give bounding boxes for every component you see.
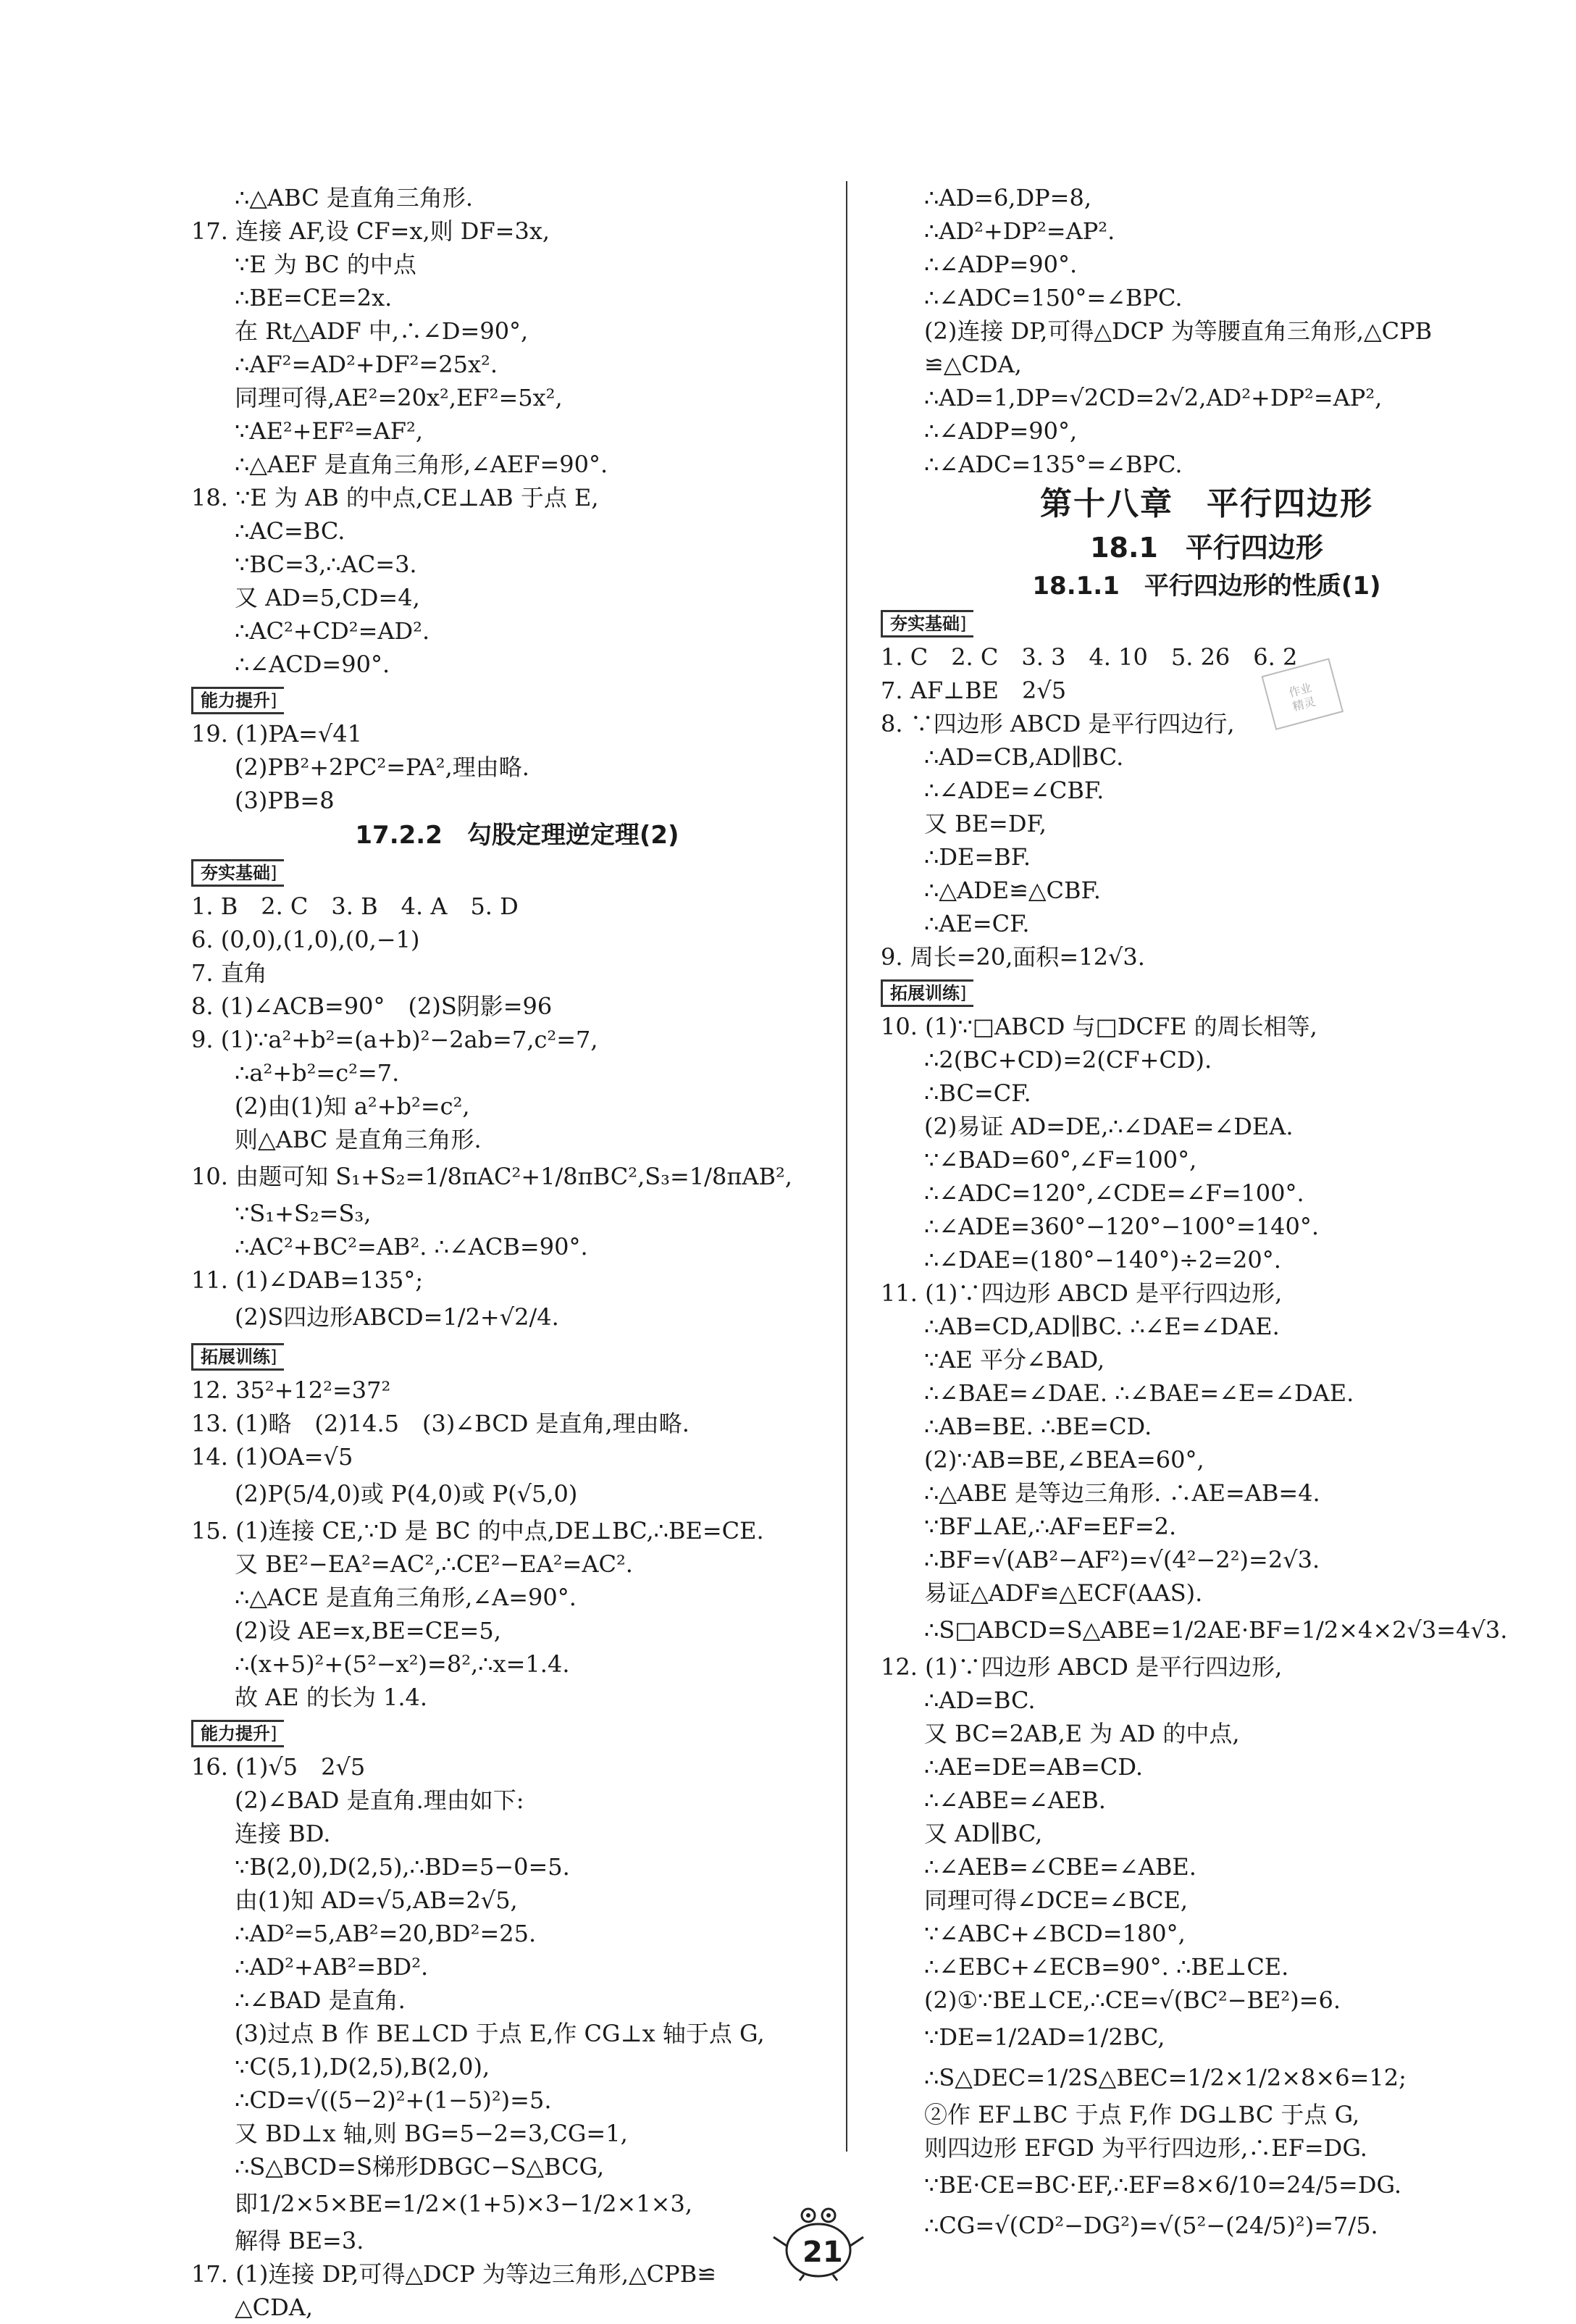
right-answer-line: ∴AE=CF. xyxy=(924,910,1030,937)
right-answer-line: ∴∠DAE=(180°−140°)÷2=20°. xyxy=(924,1246,1281,1274)
right-answer-line: 易证△ADF≌△ECF(AAS). xyxy=(924,1579,1203,1607)
left-answer-line: (2)设 AE=x,BE=CE=5, xyxy=(235,1617,501,1644)
watermark-stamp xyxy=(1260,648,1347,735)
left-answer-line: ∴a²+b²=c²=7. xyxy=(235,1059,400,1087)
sub-heading: 18.1.1 平行四边形的性质(1) xyxy=(1032,572,1381,601)
right-answer-line: ∵∠ABC+∠BCD=180°, xyxy=(924,1920,1186,1947)
left-answer-line: ∴S△BCD=S梯形DBGC−S△BCG, xyxy=(235,2153,605,2181)
right-answer-line: ∴S□ABCD=S△ABE=1/2AE·BF=1/2×4×2√3=4√3. xyxy=(924,1616,1508,1644)
right-answer-line: ∴BC=CF. xyxy=(924,1079,1031,1107)
left-answer-line: 6. (0,0),(1,0),(0,−1) xyxy=(191,926,420,953)
left-answer-line: (2)PB²+2PC²=PA²,理由略. xyxy=(235,753,529,781)
left-answer-line: ∵BC=3,∴AC=3. xyxy=(235,551,417,578)
section-tag: 夯实基础 ] xyxy=(881,610,973,638)
left-answer-line: ∴∠ACD=90°. xyxy=(235,651,390,678)
right-answer-line: ②作 EF⊥BC 于点 F,作 DG⊥BC 于点 G, xyxy=(924,2101,1360,2128)
left-answer-line: 又 BE²−EA²=AC²,∴CE²−EA²=AC². xyxy=(235,1550,633,1578)
left-answer-line: ∴△AEF 是直角三角形,∠AEF=90°. xyxy=(235,451,608,478)
right-answer-line: 8. ∵四边形 ABCD 是平行四边行, xyxy=(881,710,1235,737)
section-tag: 夯实基础 ] xyxy=(191,859,284,887)
right-answer-line: 10. (1)∵□ABCD 与□DCFE 的周长相等, xyxy=(881,1013,1317,1040)
right-answer-line: ∴AE=DE=AB=CD. xyxy=(924,1753,1144,1781)
right-answer-line: (2)∵AB=BE,∠BEA=60°, xyxy=(924,1446,1204,1474)
right-answer-line: (2)易证 AD=DE,∴∠DAE=∠DEA. xyxy=(924,1113,1294,1140)
section-tag-row xyxy=(191,1714,843,1750)
right-answer-line: ∴∠ABE=∠AEB. xyxy=(924,1786,1106,1814)
left-answer-line: 又 AD=5,CD=4, xyxy=(235,584,420,611)
left-answer-line: ∴AF²=AD²+DF²=25x². xyxy=(235,351,498,378)
right-answer-line: (2)连接 DP,可得△DCP 为等腰直角三角形,△CPB xyxy=(924,317,1433,345)
left-answer-line: ∴AC²+CD²=AD². xyxy=(235,617,430,645)
right-answer-line: ∴∠AEB=∠CBE=∠ABE. xyxy=(924,1853,1196,1881)
right-answer-line: ∴2(BC+CD)=2(CF+CD). xyxy=(924,1046,1212,1074)
page-number-badge xyxy=(768,2202,869,2282)
left-answer-line: ∵AE²+EF²=AF², xyxy=(235,417,423,445)
left-answer-line: 故 AE 的长为 1.4. xyxy=(235,1684,428,1711)
left-answer-line: ∵S₁+S₂=S₃, xyxy=(235,1200,372,1227)
left-answer-line: 在 Rt△ADF 中,∴∠D=90°, xyxy=(235,317,529,345)
right-answer-line: 12. (1)∵四边形 ABCD 是平行四边形, xyxy=(881,1653,1283,1681)
right-answer-line: 9. 周长=20,面积=12√3. xyxy=(881,943,1145,971)
right-answer-line: ∴BF=√(AB²−AF²)=√(4²−2²)=2√3. xyxy=(924,1546,1320,1573)
left-column xyxy=(191,181,843,2324)
right-answer-line: ∴AB=BE. ∴BE=CD. xyxy=(924,1413,1152,1440)
right-answer-line: ∴AD=CB,AD∥BC. xyxy=(924,743,1124,771)
right-answer-line: ∴∠ADP=90°, xyxy=(924,417,1078,445)
left-answer-line: ∵E 为 BC 的中点 xyxy=(235,251,416,278)
left-answer-line: 15. (1)连接 CE,∵D 是 BC 的中点,DE⊥BC,∴BE=CE. xyxy=(191,1517,764,1545)
right-answer-line: ∴DE=BF. xyxy=(924,843,1031,871)
svg-text:精灵: 精灵 xyxy=(1291,694,1317,714)
right-answer-line: 又 BC=2AB,E 为 AD 的中点, xyxy=(924,1720,1240,1747)
right-answer-line: ∵BE·CE=BC·EF,∴EF=8×6/10=24/5=DG. xyxy=(924,2171,1402,2199)
left-answer-line: 7. 直角 xyxy=(191,959,267,987)
right-answer-line: ∴∠ADC=135°=∠BPC. xyxy=(924,451,1183,478)
section-tag: 拓展训练 ] xyxy=(881,979,973,1007)
left-answer-line: 14. (1)OA=√5 xyxy=(191,1443,353,1471)
right-answer-line: ∴∠ADC=150°=∠BPC. xyxy=(924,284,1183,312)
right-answer-line: ∴AD=1,DP=√2CD=2√2,AD²+DP²=AP², xyxy=(924,384,1383,411)
left-answer-line: (2)由(1)知 a²+b²=c², xyxy=(235,1092,470,1120)
svg-text:作业: 作业 xyxy=(1287,680,1314,700)
left-answer-line: ∴AC²+BC²=AB². ∴∠ACB=90°. xyxy=(235,1233,588,1261)
right-answer-line: ∴∠ADE=360°−120°−100°=140°. xyxy=(924,1213,1320,1240)
sub-heading: 17.2.2 勾股定理逆定理(2) xyxy=(355,821,679,850)
section-tag-row xyxy=(191,853,843,890)
right-answer-line: 1. C 2. C 3. 3 4. 10 5. 26 6. 2 xyxy=(881,643,1298,671)
right-answer-line: 7. AF⊥BE 2√5 xyxy=(881,677,1067,704)
left-answer-line: (3)PB=8 xyxy=(235,787,335,814)
left-answer-line: 连接 BD. xyxy=(235,1820,331,1847)
section-tag-row xyxy=(191,681,843,717)
right-answer-line: ∴△ADE≌△CBF. xyxy=(924,877,1101,904)
right-answer-line: ∴∠ADE=∠CBF. xyxy=(924,777,1105,804)
left-answer-line: ∴△ACE 是直角三角形,∠A=90°. xyxy=(235,1584,577,1611)
right-column xyxy=(881,181,1533,2246)
right-answer-line: 11. (1)∵四边形 ABCD 是平行四边形, xyxy=(881,1279,1283,1307)
left-answer-line: (3)过点 B 作 BE⊥CD 于点 E,作 CG⊥x 轴于点 G, xyxy=(235,2020,765,2047)
right-answer-line: ∴AD²+DP²=AP². xyxy=(924,217,1115,245)
left-answer-line: ∴AD²+AB²=BD². xyxy=(235,1953,429,1981)
left-answer-line: 由(1)知 AD=√5,AB=2√5, xyxy=(235,1886,518,1914)
right-answer-line: ∴AD=6,DP=8, xyxy=(924,184,1091,212)
section-tag: 拓展训练 ] xyxy=(191,1343,284,1371)
right-answer-line: ∵∠BAD=60°,∠F=100°, xyxy=(924,1146,1197,1174)
right-answer-line: 又 AD∥BC, xyxy=(924,1820,1043,1847)
left-answer-line: (2)P(5/4,0)或 P(4,0)或 P(√5,0) xyxy=(235,1480,578,1508)
left-answer-line: 解得 BE=3. xyxy=(235,2227,364,2254)
right-answer-line: ∵BF⊥AE,∴AF=EF=2. xyxy=(924,1513,1177,1540)
left-answer-line: (2)S四边形ABCD=1/2+√2/4. xyxy=(235,1303,559,1331)
right-answer-line: 同理可得∠DCE=∠BCE, xyxy=(924,1886,1189,1914)
page-number: 21 xyxy=(802,2236,843,2269)
right-answer-line: 则四边形 EFGD 为平行四边形,∴EF=DG. xyxy=(924,2134,1367,2162)
right-answer-line: 又 BE=DF, xyxy=(924,810,1047,837)
section-tag-row xyxy=(881,604,1533,640)
left-answer-line: 1. B 2. C 3. B 4. A 5. D xyxy=(191,893,519,920)
left-answer-line: 同理可得,AE²=20x²,EF²=5x², xyxy=(235,384,563,411)
left-answer-line: 则△ABC 是直角三角形. xyxy=(235,1126,482,1153)
right-answer-line: ∴AD=BC. xyxy=(924,1686,1036,1714)
right-answer-line: ≌△CDA, xyxy=(924,351,1022,378)
left-answer-line: 17. 连接 AF,设 CF=x,则 DF=3x, xyxy=(191,217,550,245)
left-answer-line: 即1/2×5×BE=1/2×(1+5)×3−1/2×1×3, xyxy=(235,2190,692,2218)
left-answer-line: ∵B(2,0),D(2,5),∴BD=5−0=5. xyxy=(235,1853,570,1881)
section-heading: 18.1 平行四边形 xyxy=(1090,532,1323,564)
left-answer-line: 18. ∵E 为 AB 的中点,CE⊥AB 于点 E, xyxy=(191,484,599,511)
right-answer-line: ∵DE=1/2AD=1/2BC, xyxy=(924,2023,1165,2051)
right-answer-line: ∴∠BAE=∠DAE. ∴∠BAE=∠E=∠DAE. xyxy=(924,1379,1354,1407)
left-answer-line: 12. 35²+12²=37² xyxy=(191,1376,391,1404)
left-answer-line: ∴AD²=5,AB²=20,BD²=25. xyxy=(235,1920,537,1947)
right-answer-line: ∴AB=CD,AD∥BC. ∴∠E=∠DAE. xyxy=(924,1313,1280,1340)
right-answer-line: (2)①∵BE⊥CE,∴CE=√(BC²−BE²)=6. xyxy=(924,1986,1341,2014)
right-answer-line: ∴CG=√(CD²−DG²)=√(5²−(24/5)²)=7/5. xyxy=(924,2212,1378,2239)
left-answer-line: 11. (1)∠DAB=135°; xyxy=(191,1266,424,1294)
right-answer-line: ∴∠EBC+∠ECB=90°. ∴BE⊥CE. xyxy=(924,1953,1289,1981)
section-tag: 能力提升 ] xyxy=(191,687,284,714)
left-answer-line: 又 BD⊥x 轴,则 BG=5−2=3,CG=1, xyxy=(235,2120,628,2147)
column-divider xyxy=(846,181,847,2152)
left-answer-line: (2)∠BAD 是直角.理由如下: xyxy=(235,1786,524,1814)
section-tag-row xyxy=(191,1337,843,1374)
right-answer-line: ∴∠ADC=120°,∠CDE=∠F=100°. xyxy=(924,1179,1304,1207)
left-answer-line: ∴CD=√((5−2)²+(1−5)²)=5. xyxy=(235,2086,552,2114)
left-answer-line: △CDA, xyxy=(235,2294,314,2321)
left-answer-line: 9. (1)∵a²+b²=(a+b)²−2ab=7,c²=7, xyxy=(191,1026,598,1053)
left-answer-line: 17. (1)连接 DP,可得△DCP 为等边三角形,△CPB≌ xyxy=(191,2260,717,2288)
right-answer-line: ∴S△DEC=1/2S△BEC=1/2×1/2×8×6=12; xyxy=(924,2064,1407,2091)
right-answer-line: ∴∠ADP=90°. xyxy=(924,251,1078,278)
left-answer-line: 8. (1)∠ACB=90° (2)S阴影=96 xyxy=(191,992,553,1020)
section-tag: 能力提升 ] xyxy=(191,1720,284,1747)
left-answer-line: 16. (1)√5 2√5 xyxy=(191,1753,366,1781)
left-answer-line: ∴(x+5)²+(5²−x²)=8²,∴x=1.4. xyxy=(235,1650,570,1678)
right-answer-line: ∵AE 平分∠BAD, xyxy=(924,1346,1105,1374)
right-answer-line: ∴△ABE 是等边三角形. ∴AE=AB=4. xyxy=(924,1479,1320,1507)
left-answer-line: ∵C(5,1),D(2,5),B(2,0), xyxy=(235,2053,490,2081)
chapter-heading: 第十八章 平行四边形 xyxy=(1040,485,1373,522)
left-answer-line: ∴△ABC 是直角三角形. xyxy=(235,184,474,212)
left-answer-line: ∴AC=BC. xyxy=(235,517,345,545)
left-answer-line: 19. (1)PA=√41 xyxy=(191,720,363,748)
left-answer-line: ∴∠BAD 是直角. xyxy=(235,1986,406,2014)
section-tag-row xyxy=(881,974,1533,1010)
left-answer-line: ∴BE=CE=2x. xyxy=(235,284,393,312)
left-answer-line: 13. (1)略 (2)14.5 (3)∠BCD 是直角,理由略. xyxy=(191,1410,690,1437)
left-answer-line: 10. 由题可知 S₁+S₂=1/8πAC²+1/8πBC²,S₃=1/8πAB², xyxy=(191,1163,792,1190)
